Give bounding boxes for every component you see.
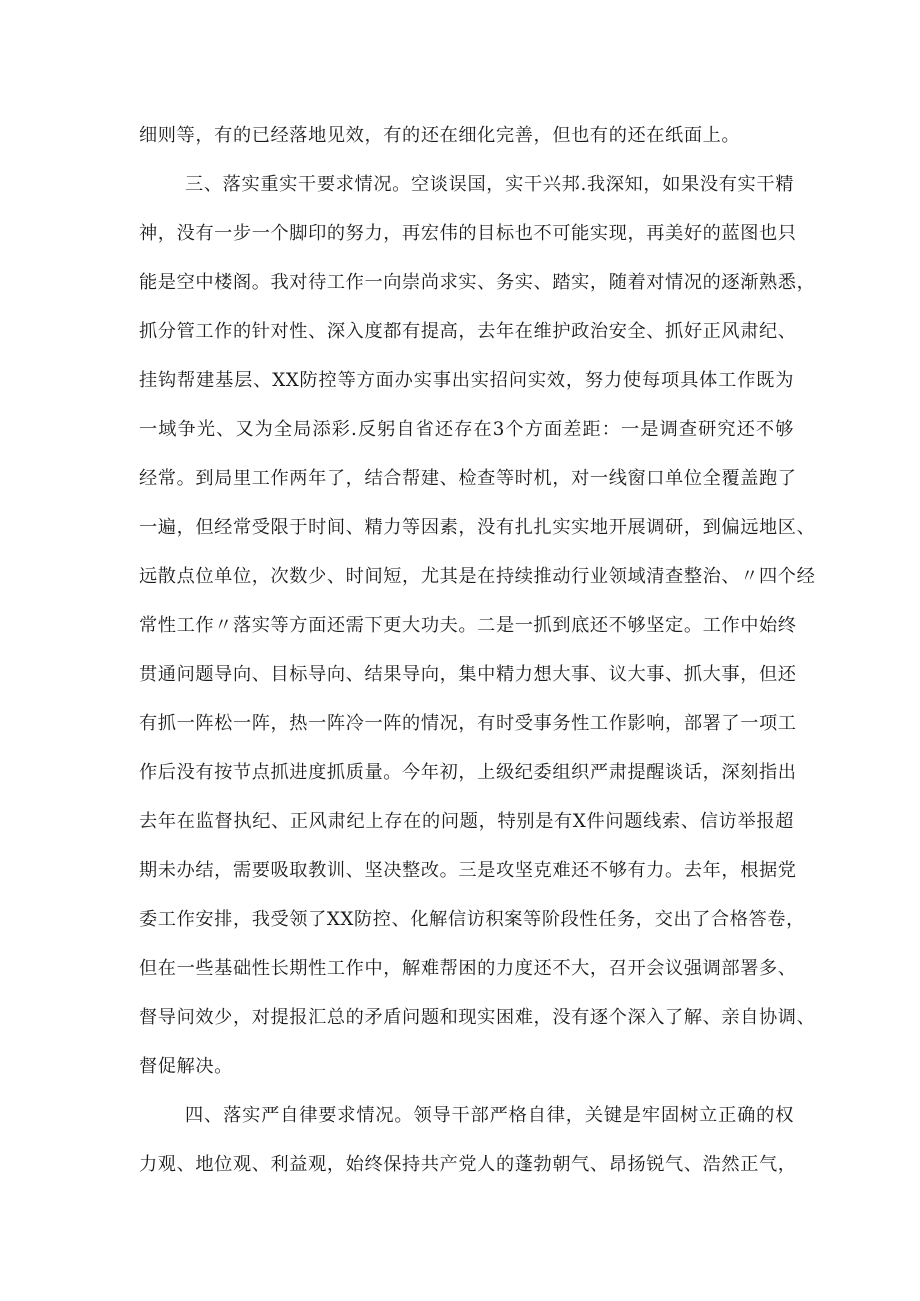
text-line: 督导问效少，对提报汇总的矛盾问题和现实困难，没有逐个深入了解、亲自协调、 xyxy=(139,1007,816,1028)
text-line: 有抓一阵松一阵，热一阵冷一阵的情况，有时受事务性工作影响，部署了一项工 xyxy=(139,713,797,734)
text-line: 督促解决。 xyxy=(139,1056,233,1077)
text-line: 挂钩帮建基层、XX防控等方面办实事出实招问实效，努力使每项具体工作既为 xyxy=(139,370,794,391)
text-line: 能是空中楼阁。我对待工作一向崇尚求实、务实、踏实，随着对情况的逐渐熟悉， xyxy=(139,272,816,293)
text-line: 一域争光、又为全局添彩.反躬自省还存在3个方面差距：一是调查研究还不够 xyxy=(139,419,794,440)
text-line: 抓分管工作的针对性、深入度都有提高，去年在维护政治安全、抓好正风肃纪、 xyxy=(139,321,797,342)
text-line: 四、落实严自律要求情况。领导干部严格自律，关键是牢固树立正确的权 xyxy=(185,1105,794,1126)
text-line: 但在一些基础性长期性工作中，解难帮困的力度还不大，召开会议强调部署多、 xyxy=(139,958,797,979)
text-line: 作后没有按节点抓进度抓质量。今年初，上级纪委组织严肃提醒谈话，深刻指出 xyxy=(139,762,797,783)
text-line: 神，没有一步一个脚印的努力，再宏伟的目标也不可能实现，再美好的蓝图也只 xyxy=(139,223,797,244)
text-line: 力观、地位观、利益观，始终保持共产党人的蓬勃朝气、昂扬锐气、浩然正气， xyxy=(139,1154,797,1175)
text-line: 常性工作〃落实等方面还需下更大功夫。二是一抓到底还不够坚定。工作中始终 xyxy=(139,615,797,636)
text-line: 期未办结，需要吸取教训、坚决整改。三是攻坚克难还不够有力。去年，根据党 xyxy=(139,860,797,881)
text-line: 三、落实重实干要求情况。空谈误国，实干兴邦.我深知，如果没有实干精 xyxy=(185,174,794,195)
text-line: 委工作安排，我受领了XX防控、化解信访积案等阶段性任务，交出了合格答卷， xyxy=(139,909,805,930)
text-line: 细则等，有的已经落地见效，有的还在细化完善，但也有的还在纸面上。 xyxy=(139,125,741,146)
text-line: 远散点位单位，次数少、时间短，尤其是在持续推动行业领域清查整治、〃四个经 xyxy=(139,566,816,587)
text-line: 一遍，但经常受限于时间、精力等因素，没有扎扎实实地开展调研，到偏远地区、 xyxy=(139,517,816,538)
text-line: 去年在监督执纪、正风肃纪上存在的问题，特别是有X件问题线索、信访举报超 xyxy=(139,811,794,832)
text-line: 贯通问题导向、目标导向、结果导向，集中精力想大事、议大事、抓大事，但还 xyxy=(139,664,797,685)
text-line: 经常。到局里工作两年了，结合帮建、检查等时机，对一线窗口单位全覆盖跑了 xyxy=(139,468,797,489)
